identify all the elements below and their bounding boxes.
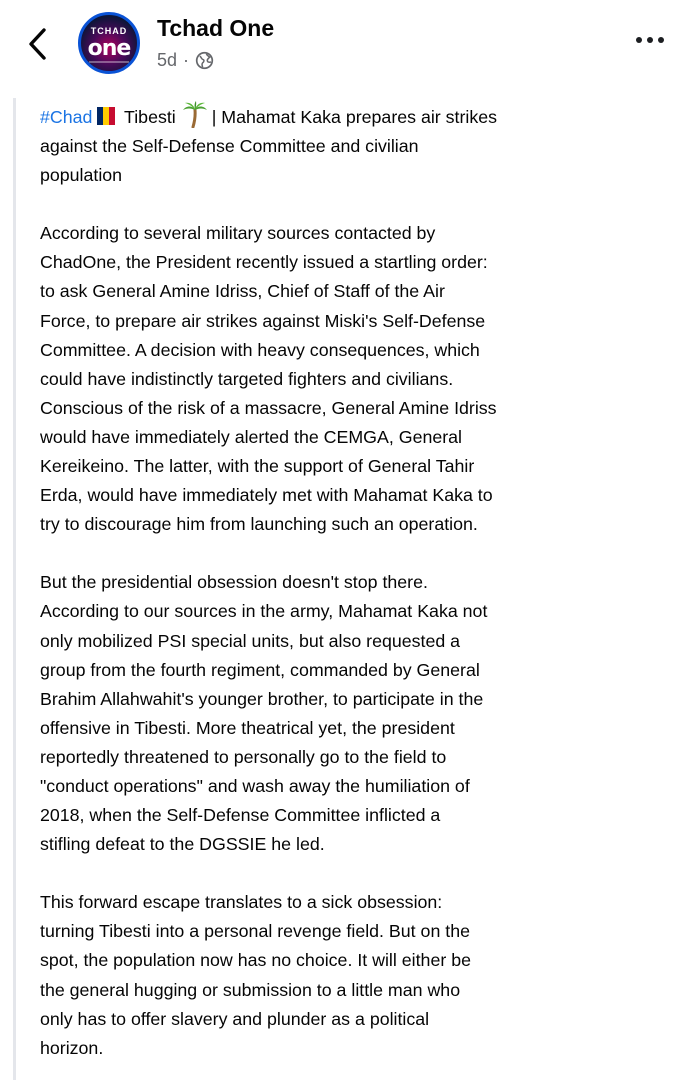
text-line: stifling defeat to the DGSSIE he led. xyxy=(40,834,325,855)
title-place: Tibesti xyxy=(124,107,176,127)
text-line: offensive in Tibesti. More theatrical yet, the president xyxy=(40,717,455,738)
text-line: ChadOne, the President recently issued a startling order: xyxy=(40,252,488,273)
text-line: Brahim Allahwahit's younger brother, to participate in the xyxy=(40,688,484,709)
body-paragraph xyxy=(40,219,690,539)
text-line: reportedly threatened to personally go to the field to xyxy=(40,746,447,767)
post-header xyxy=(0,0,692,90)
text-line: Kereikeino. The latter, with the support of General Tahir xyxy=(40,456,475,477)
text-line: only has to offer slavery and plunder as a political xyxy=(40,1008,430,1029)
text-line: only mobilized PSI special units, but also requested a xyxy=(40,630,461,651)
avatar-logo-main-text: one xyxy=(87,36,131,61)
text-line: This forward escape translates to a sick obsession: xyxy=(40,892,443,913)
text-line: According to our sources in the army, Mahamat Kaka not xyxy=(40,601,488,622)
text-line: turning Tibesti into a personal revenge field. But on the xyxy=(40,921,470,942)
thread-line xyxy=(13,98,16,1080)
text-line: Committee. A decision with heavy consequences, which xyxy=(40,339,480,360)
more-dot xyxy=(636,37,642,43)
text-line: the general hugging or submission to a little man who xyxy=(40,979,461,1000)
title-line: against the Self-Defense Committee and civilian xyxy=(40,136,419,157)
text-line: horizon. xyxy=(40,1037,104,1058)
text-line: could have indistinctly targeted fighters and civilians. xyxy=(40,368,454,389)
body-paragraph xyxy=(40,568,690,859)
chevron-left-icon[interactable] xyxy=(22,22,56,66)
more-options-button[interactable] xyxy=(636,37,664,43)
text-line: would have immediately alerted the CEMGA, General xyxy=(40,426,463,447)
text-line: Erda, would have immediately met with Mahamat Kaka to xyxy=(40,485,493,506)
globe-icon xyxy=(195,51,214,70)
meta-separator: · xyxy=(183,50,190,70)
more-dot xyxy=(647,37,653,43)
post-meta xyxy=(157,50,214,71)
avatar-logo-top-text: TCHAD xyxy=(90,26,128,36)
flag-stripe xyxy=(109,107,115,125)
post-time[interactable]: 5d xyxy=(157,50,178,70)
body-paragraph xyxy=(40,888,690,1063)
title-line xyxy=(40,100,690,132)
text-line: Force, to prepare air strikes against Miski's Self-Defense xyxy=(40,310,486,331)
text-line: try to discourage him from launching such an operation. xyxy=(40,514,478,535)
title-line: population xyxy=(40,165,123,186)
text-line: "conduct operations" and wash away the humiliation of xyxy=(40,775,470,796)
page-avatar[interactable] xyxy=(78,12,140,74)
page-name-link[interactable]: Tchad One xyxy=(157,15,275,41)
text-line: 2018, when the Self-Defense Committee inflicted a xyxy=(40,805,441,826)
hashtag-link[interactable]: #Chad xyxy=(40,107,93,127)
text-line: spot, the population now has no choice. It will either be xyxy=(40,950,471,971)
text-line: But the presidential obsession doesn't stop there. xyxy=(40,572,428,593)
avatar-logo-underline xyxy=(89,61,129,63)
more-dot xyxy=(658,37,664,43)
palm-tree-icon xyxy=(182,100,208,128)
post-text xyxy=(40,100,690,1092)
chad-flag-icon xyxy=(97,107,115,125)
title-line1-text: | Mahamat Kaka prepares air strikes xyxy=(211,107,498,127)
text-line: Conscious of the risk of a massacre, General Amine Idriss xyxy=(40,397,497,418)
text-line: group from the fourth regiment, commanded by General xyxy=(40,659,480,680)
text-line: According to several military sources contacted by xyxy=(40,223,436,244)
text-line: to ask General Amine Idriss, Chief of Staff of the Air xyxy=(40,281,445,302)
post-title xyxy=(40,100,690,190)
